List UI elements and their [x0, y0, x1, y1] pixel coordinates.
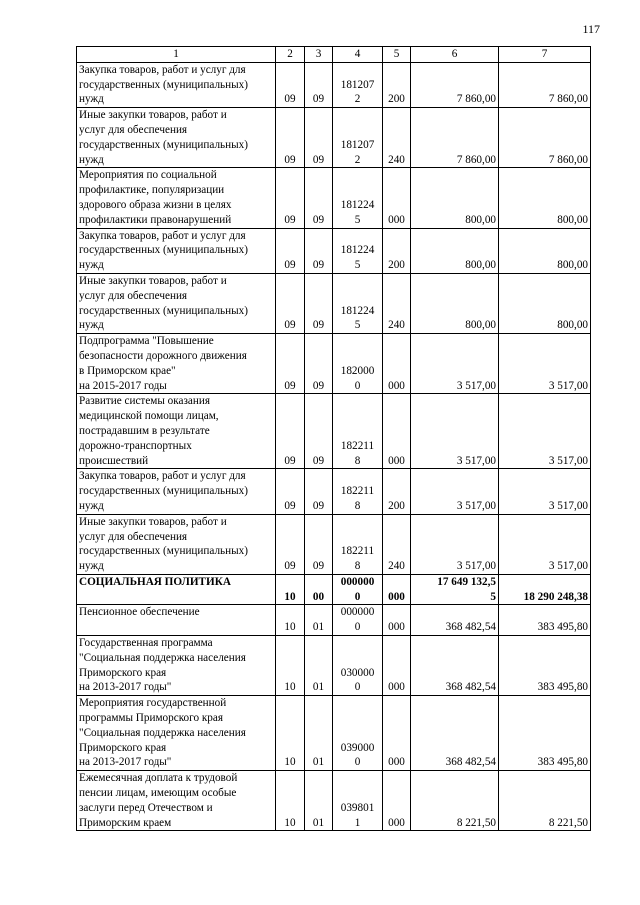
target-article-cell: 181224 5	[333, 228, 383, 273]
target-article-cell: 181207 2	[333, 62, 383, 107]
target-article-cell: 182211 8	[333, 394, 383, 469]
amount-year1-cell: 368 482,54	[411, 636, 499, 696]
column-header: 5	[383, 47, 411, 63]
table-row	[77, 605, 591, 636]
budget-table-body	[77, 47, 591, 831]
row-name-cell: СОЦИАЛЬНАЯ ПОЛИТИКА	[77, 574, 276, 605]
section-code-cell: 09	[276, 469, 305, 514]
expense-type-cell: 000	[383, 168, 411, 228]
subsection-code-cell: 01	[305, 636, 333, 696]
subsection-code-cell: 09	[305, 394, 333, 469]
section-code-cell: 10	[276, 605, 305, 636]
subsection-code-cell: 01	[305, 605, 333, 636]
expense-type-cell: 000	[383, 771, 411, 831]
subsection-code-cell: 09	[305, 334, 333, 394]
table-row	[77, 168, 591, 228]
section-code-cell: 09	[276, 228, 305, 273]
page-number: 117	[582, 22, 600, 36]
section-code-cell: 10	[276, 696, 305, 771]
table-row	[77, 696, 591, 771]
amount-year2-cell: 383 495,80	[499, 605, 591, 636]
section-code-cell: 09	[276, 108, 305, 168]
section-code-cell: 09	[276, 62, 305, 107]
amount-year2-cell: 18 290 248,38	[499, 574, 591, 605]
expense-type-cell: 200	[383, 62, 411, 107]
table-row	[77, 334, 591, 394]
row-name-cell: Иные закупки товаров, работ и услуг для обеспечения государственных (муниципальных) нужд	[77, 514, 276, 574]
subsection-code-cell: 09	[305, 228, 333, 273]
expense-type-cell: 000	[383, 574, 411, 605]
target-article-cell: 181207 2	[333, 108, 383, 168]
table-row	[77, 62, 591, 107]
amount-year2-cell: 3 517,00	[499, 334, 591, 394]
table-row	[77, 771, 591, 831]
amount-year2-cell: 7 860,00	[499, 108, 591, 168]
table-row	[77, 394, 591, 469]
row-name-cell: Закупка товаров, работ и услуг для государственных (муниципальных) нужд	[77, 62, 276, 107]
subsection-code-cell: 01	[305, 696, 333, 771]
amount-year2-cell: 800,00	[499, 228, 591, 273]
table-row	[77, 574, 591, 605]
amount-year1-cell: 7 860,00	[411, 62, 499, 107]
expense-type-cell: 000	[383, 605, 411, 636]
amount-year1-cell: 800,00	[411, 168, 499, 228]
amount-year2-cell: 3 517,00	[499, 469, 591, 514]
subsection-code-cell: 09	[305, 62, 333, 107]
amount-year1-cell: 3 517,00	[411, 469, 499, 514]
column-header: 6	[411, 47, 499, 63]
table-row	[77, 636, 591, 696]
section-code-cell: 10	[276, 636, 305, 696]
expense-type-cell: 000	[383, 636, 411, 696]
subsection-code-cell: 00	[305, 574, 333, 605]
target-article-cell: 030000 0	[333, 636, 383, 696]
row-name-cell: Закупка товаров, работ и услуг для государственных (муниципальных) нужд	[77, 469, 276, 514]
subsection-code-cell: 09	[305, 469, 333, 514]
expense-type-cell: 200	[383, 228, 411, 273]
target-article-cell: 000000 0	[333, 605, 383, 636]
amount-year1-cell: 800,00	[411, 273, 499, 333]
expense-type-cell: 000	[383, 696, 411, 771]
table-row	[77, 108, 591, 168]
amount-year2-cell: 3 517,00	[499, 514, 591, 574]
amount-year1-cell: 3 517,00	[411, 334, 499, 394]
column-header: 2	[276, 47, 305, 63]
amount-year2-cell: 383 495,80	[499, 636, 591, 696]
amount-year1-cell: 17 649 132,5 5	[411, 574, 499, 605]
row-name-cell: Подпрограмма "Повышение безопасности дорожного движения в Приморском крае" на 2015-2017 годы	[77, 334, 276, 394]
section-code-cell: 10	[276, 771, 305, 831]
section-code-cell: 09	[276, 334, 305, 394]
amount-year1-cell: 368 482,54	[411, 696, 499, 771]
target-article-cell: 181224 5	[333, 273, 383, 333]
section-code-cell: 09	[276, 514, 305, 574]
amount-year2-cell: 800,00	[499, 168, 591, 228]
subsection-code-cell: 09	[305, 108, 333, 168]
table-row	[77, 273, 591, 333]
row-name-cell: Пенсионное обеспечение	[77, 605, 276, 636]
target-article-cell: 182000 0	[333, 334, 383, 394]
expense-type-cell: 240	[383, 108, 411, 168]
column-header: 7	[499, 47, 591, 63]
expense-type-cell: 000	[383, 334, 411, 394]
amount-year1-cell: 3 517,00	[411, 514, 499, 574]
amount-year1-cell: 368 482,54	[411, 605, 499, 636]
target-article-cell: 181224 5	[333, 168, 383, 228]
amount-year1-cell: 8 221,50	[411, 771, 499, 831]
table-header-row	[77, 47, 591, 63]
budget-table	[76, 46, 591, 831]
section-code-cell: 09	[276, 273, 305, 333]
row-name-cell: Мероприятия государственной программы Приморского края "Социальная поддержка населения Приморского края на 2013-2017 годы"	[77, 696, 276, 771]
amount-year1-cell: 800,00	[411, 228, 499, 273]
target-article-cell: 182211 8	[333, 514, 383, 574]
row-name-cell: Иные закупки товаров, работ и услуг для обеспечения государственных (муниципальных) нужд	[77, 108, 276, 168]
row-name-cell: Развитие системы оказания медицинской помощи лицам, пострадавшим в результате дорожно-транспортных происшествий	[77, 394, 276, 469]
table-row	[77, 469, 591, 514]
expense-type-cell: 000	[383, 394, 411, 469]
subsection-code-cell: 09	[305, 273, 333, 333]
expense-type-cell: 200	[383, 469, 411, 514]
table-row	[77, 228, 591, 273]
expense-type-cell: 240	[383, 514, 411, 574]
target-article-cell: 182211 8	[333, 469, 383, 514]
row-name-cell: Закупка товаров, работ и услуг для государственных (муниципальных) нужд	[77, 228, 276, 273]
amount-year2-cell: 3 517,00	[499, 394, 591, 469]
column-header: 4	[333, 47, 383, 63]
amount-year2-cell: 800,00	[499, 273, 591, 333]
subsection-code-cell: 09	[305, 514, 333, 574]
column-header: 1	[77, 47, 276, 63]
target-article-cell: 000000 0	[333, 574, 383, 605]
subsection-code-cell: 01	[305, 771, 333, 831]
column-header: 3	[305, 47, 333, 63]
section-code-cell: 09	[276, 168, 305, 228]
amount-year2-cell: 383 495,80	[499, 696, 591, 771]
row-name-cell: Ежемесячная доплата к трудовой пенсии лицам, имеющим особые заслуги перед Отечеством и Приморским краем	[77, 771, 276, 831]
section-code-cell: 09	[276, 394, 305, 469]
amount-year2-cell: 7 860,00	[499, 62, 591, 107]
row-name-cell: Государственная программа "Социальная поддержка населения Приморского края на 2013-2017 годы"	[77, 636, 276, 696]
target-article-cell: 039801 1	[333, 771, 383, 831]
row-name-cell: Иные закупки товаров, работ и услуг для обеспечения государственных (муниципальных) нужд	[77, 273, 276, 333]
subsection-code-cell: 09	[305, 168, 333, 228]
amount-year1-cell: 3 517,00	[411, 394, 499, 469]
row-name-cell: Мероприятия по социальной профилактике, популяризации здорового образа жизни в целях профилактики правонарушений	[77, 168, 276, 228]
section-code-cell: 10	[276, 574, 305, 605]
amount-year2-cell: 8 221,50	[499, 771, 591, 831]
expense-type-cell: 240	[383, 273, 411, 333]
target-article-cell: 039000 0	[333, 696, 383, 771]
table-row	[77, 514, 591, 574]
amount-year1-cell: 7 860,00	[411, 108, 499, 168]
